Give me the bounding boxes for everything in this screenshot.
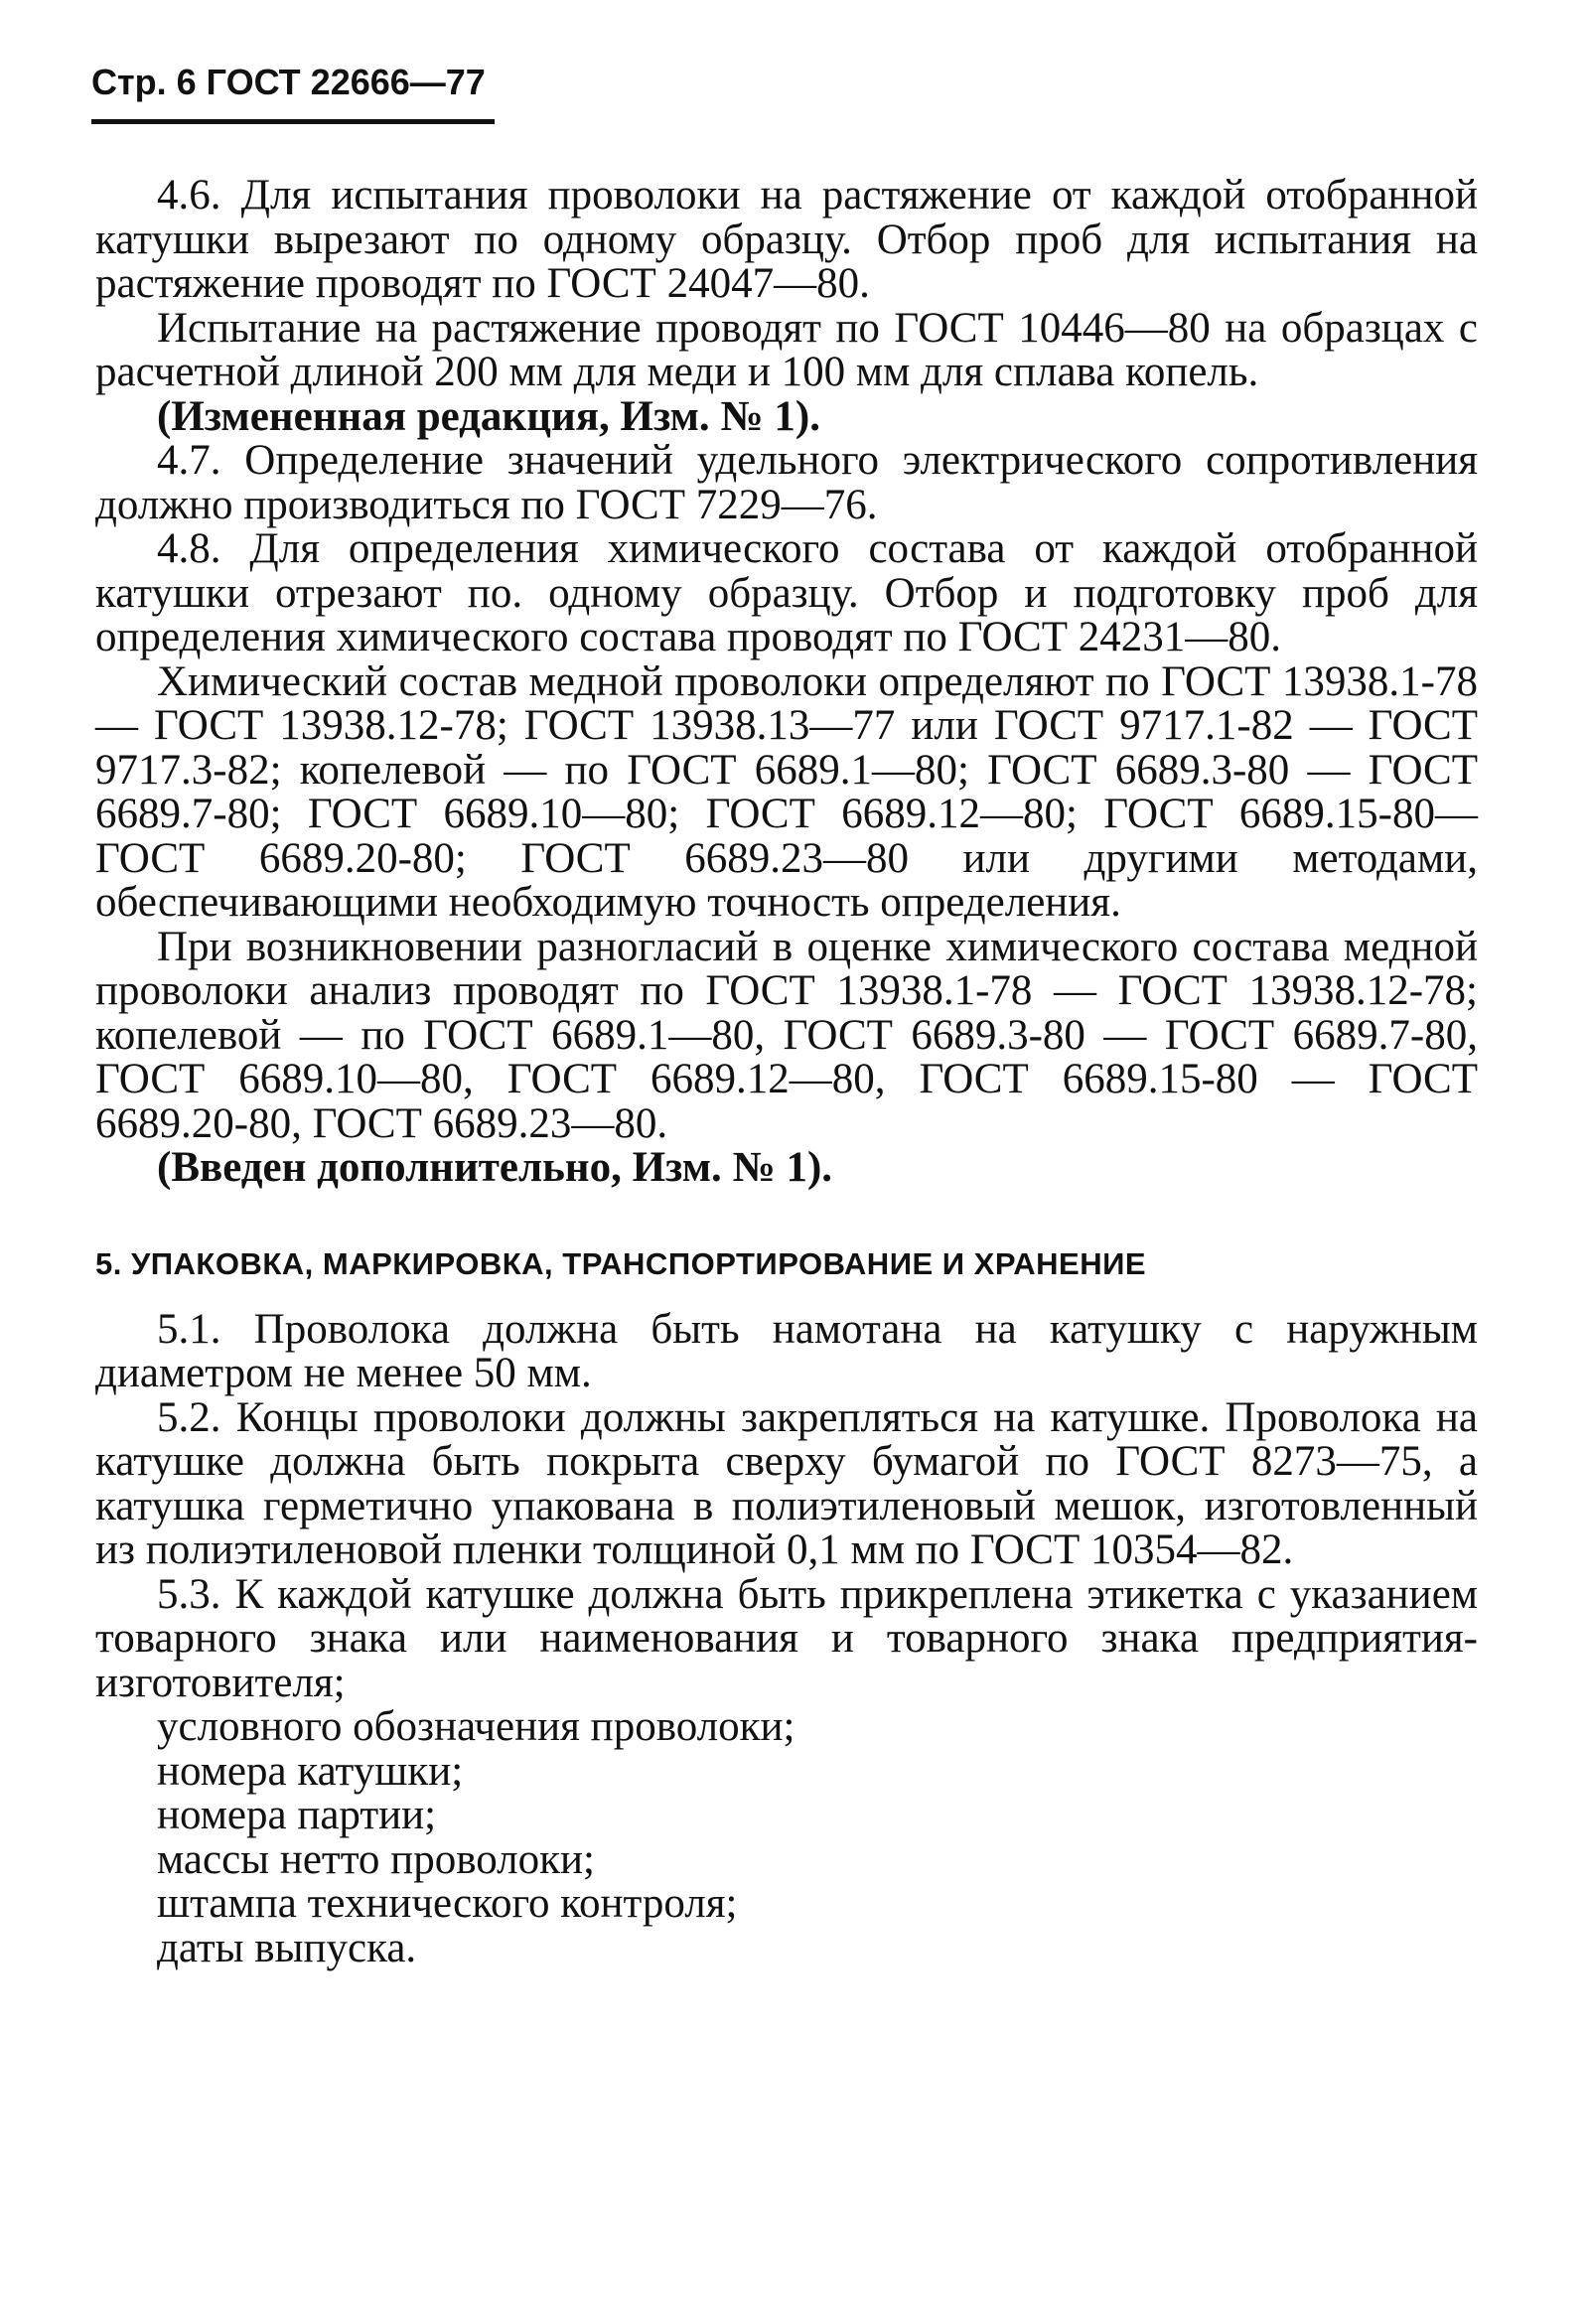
paragraph-5-2: 5.2. Концы проволоки должны закрепляться на катушке. Проволока на катушке должна быть покрыта сверху бумагой по ГОСТ 8273—75, а катушка герметично упакована в полиэтиленовый мешок, изготовленный из полиэтиленовой пленки толщиной 0,1 мм по ГОСТ 10354—82.: [95, 1393, 1478, 1573]
header-rule: [91, 119, 495, 124]
paragraph-4-8: 4.8. Для определения химического состава от каждой отобранной катушки отрезают по. одному образцу. Отбор и подготовку проб для определения химического состава проводят по ГОСТ 24231—80.: [95, 525, 1478, 660]
paragraph-4-7: 4.7. Определение значений удельного электрического сопротивления должно производиться по ГОСТ 7229—76.: [95, 437, 1478, 528]
document-body: [95, 174, 1478, 1970]
list-item: штампа технического контроля;: [157, 1880, 738, 1927]
paragraph-4-8-disagreement: При возникновении разногласий в оценке химического состава медной проволоки анализ проводят по ГОСТ 13938.1-78 — ГОСТ 13938.12-78; копелевой — по ГОСТ 6689.1—80, ГОСТ 6689.3-80 — ГОСТ 6689.7-80, ГОСТ 6689.10—80, ГОСТ 6689.12—80, ГОСТ 6689.15-80 — ГОСТ 6689.20-80, ГОСТ 6689.23—80.: [95, 923, 1478, 1147]
paragraph-4-8-composition: Химический состав медной проволоки определяют по ГОСТ 13938.1-78 — ГОСТ 13938.12-78; ГОСТ 13938.13—77 или ГОСТ 9717.1-82 — ГОСТ 9717.3-82; копелевой — по ГОСТ 6689.1—80; ГОСТ 6689.3-80 — ГОСТ 6689.7-80; ГОСТ 6689.10—80; ГОСТ 6689.12—80; ГОСТ 6689.15-80—ГОСТ 6689.20-80; ГОСТ 6689.23—80 или другими методами, обеспечивающими необходимую точность определения.: [95, 657, 1478, 926]
paragraph-5-3: 5.3. К каждой катушке должна быть прикреплена этикетка с указанием товарного знака или наименования и товарного знака предприятия-изготовителя;: [95, 1570, 1478, 1706]
amendment-note-1: (Измененная редакция, Изм. № 1).: [157, 392, 820, 440]
list-item: даты выпуска.: [157, 1924, 417, 1971]
list-item: массы нетто проволоки;: [157, 1835, 595, 1883]
page-header: Стр. 6 ГОСТ 22666—77: [91, 62, 486, 102]
paragraph-4-6-tensile: Испытание на растяжение проводят по ГОСТ 10446—80 на образцах с расчетной длиной 200 мм для меди и 100 мм для сплава копель.: [95, 304, 1478, 395]
paragraph-4-6: 4.6. Для испытания проволоки на растяжение от каждой отобранной катушки вырезают по одному образцу. Отбор проб для испытания на растяжение проводят по ГОСТ 24047—80.: [95, 172, 1478, 307]
paragraph-5-1: 5.1. Проволока должна быть намотана на катушку с наружным диаметром не менее 50 мм.: [95, 1305, 1478, 1396]
section-5-heading: 5. УПАКОВКА, МАРКИРОВКА, ТРАНСПОРТИРОВАНИЕ И ХРАНЕНИЕ: [95, 1245, 1147, 1281]
amendment-note-2: (Введен дополнительно, Изм. № 1).: [157, 1144, 833, 1191]
list-item: условного обозначения проволоки;: [157, 1703, 795, 1750]
list-item: номера партии;: [157, 1792, 437, 1838]
list-item: номера катушки;: [157, 1747, 464, 1795]
